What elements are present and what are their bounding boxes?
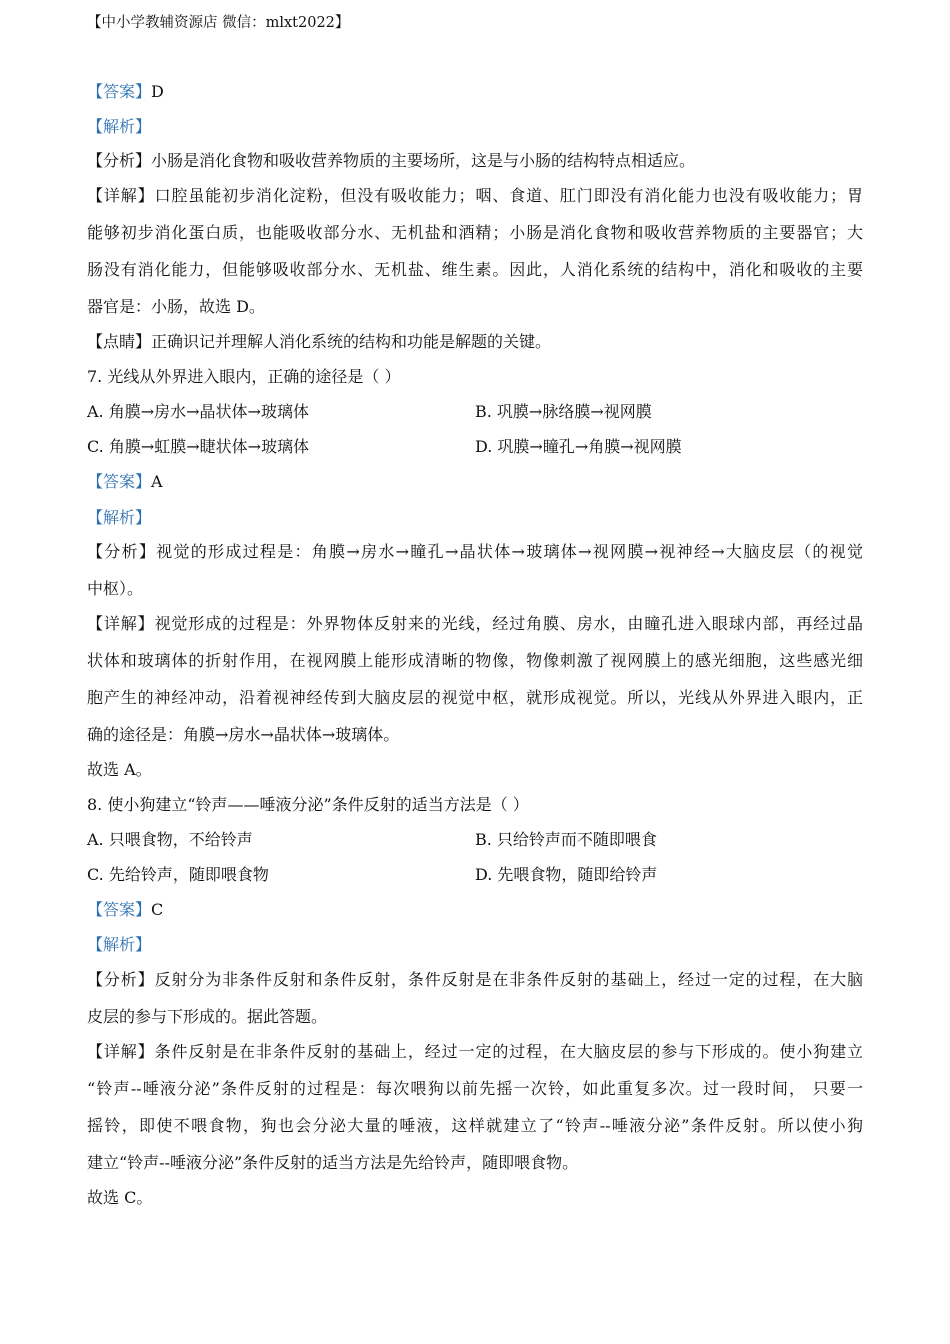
- q6-fenxi: [87, 151, 695, 171]
- q8-xiangjie-text-1: 条件反射是在非条件反射的基础上，经过一定的过程，在大脑皮层的参与下形成的。使小狗建立: [154, 1042, 863, 1061]
- q7-xiangjie-line-1: [87, 614, 863, 634]
- q7-option-a: A. 角膜→房水→晶状体→玻璃体: [87, 402, 309, 421]
- answer-tag: 【答案】: [87, 472, 152, 491]
- q8-xiangjie-line-1: [87, 1042, 863, 1062]
- xiangjie-tag: 【详解】: [87, 186, 155, 205]
- q8-xiangjie-line-4: 建立“铃声--唾液分泌”条件反射的适当方法是先给铃声，随即喂食物。: [87, 1153, 579, 1172]
- dianjing-tag: 【点睛】: [87, 332, 152, 351]
- fenxi-tag: 【分析】: [87, 542, 157, 561]
- q6-answer-value: D: [151, 82, 164, 101]
- q6-xiangjie-line-3: 肠没有消化能力，但能够吸收部分水、无机盐、维生素。因此，人消化系统的结构中，消化和吸收的主要: [87, 260, 863, 279]
- q8-xiangjie-line-3: 摇铃，即使不喂食物，狗也会分泌大量的唾液，这样就建立了“铃声--唾液分泌”条件反射。所以使小狗: [87, 1116, 863, 1135]
- q8-fenxi-line-2: 皮层的参与下形成的。据此答题。: [87, 1007, 328, 1026]
- q6-xiangjie-line-1: [87, 186, 863, 206]
- q6-xiangjie-text-1: 口腔虽能初步消化淀粉，但没有吸收能力；咽、食道、肛门即没有消化能力也没有吸收能力；胃: [154, 186, 863, 205]
- q7-analysis-tag: 【解析】: [87, 508, 152, 527]
- q7-fenxi-line-2: 中枢）。: [87, 579, 144, 598]
- xiangjie-tag: 【详解】: [87, 1042, 155, 1061]
- q6-xiangjie-line-2: 能够初步消化蛋白质，也能吸收部分水、无机盐和酒精；小肠是消化食物和吸收营养物质的主要器官；大: [87, 223, 863, 242]
- q6-analysis-tag: 【解析】: [87, 117, 152, 136]
- xiangjie-tag: 【详解】: [87, 614, 155, 633]
- q6-xiangjie-line-4: 器官是：小肠，故选 D。: [87, 297, 265, 316]
- q7-answer-value: A: [151, 472, 163, 491]
- q7-conclusion: 故选 A。: [87, 760, 152, 779]
- q7-option-b: B. 巩膜→脉络膜→视网膜: [475, 402, 652, 421]
- q8-stem: 8. 使小狗建立“铃声——唾液分泌”条件反射的适当方法是（ ）: [87, 795, 529, 814]
- q6-dianjing-text: 正确识记并理解人消化系统的结构和功能是解题的关键。: [151, 332, 552, 351]
- q7-fenxi-line-1: [87, 542, 863, 562]
- q7-stem: 7. 光线从外界进入眼内，正确的途径是（ ）: [87, 367, 401, 386]
- answer-tag: 【答案】: [87, 900, 152, 919]
- q8-fenxi-text-1: 反射分为非条件反射和条件反射，条件反射是在非条件反射的基础上，经过一定的过程，在大脑: [154, 970, 863, 989]
- q6-dianjing: [87, 332, 551, 352]
- q8-analysis-tag: 【解析】: [87, 935, 152, 954]
- fenxi-tag: 【分析】: [87, 151, 152, 170]
- q8-option-d: D. 先喂食物，随即给铃声: [475, 865, 658, 884]
- q7-xiangjie-line-3: 胞产生的神经冲动，沿着视神经传到大脑皮层的视觉中枢，就形成视觉。所以，光线从外界进入眼内，正: [87, 688, 863, 707]
- page-header: 【中小学教辅资源店 微信：mlxt2022】: [87, 15, 350, 31]
- q8-conclusion: 故选 C。: [87, 1188, 153, 1207]
- q7-answer-line: [87, 472, 163, 492]
- q7-option-c: C. 角膜→虹膜→睫状体→玻璃体: [87, 437, 310, 456]
- q7-xiangjie-line-2: 状体和玻璃体的折射作用，在视网膜上能形成清晰的物像，物像刺激了视网膜上的感光细胞，这些感光细: [87, 651, 863, 670]
- q8-option-a: A. 只喂食物，不给铃声: [87, 830, 253, 849]
- q6-fenxi-text: 小肠是消化食物和吸收营养物质的主要场所，这是与小肠的结构特点相适应。: [151, 151, 696, 170]
- q6-answer-line: [87, 82, 164, 102]
- q8-fenxi-line-1: [87, 970, 863, 990]
- q7-option-d: D. 巩膜→瞳孔→角膜→视网膜: [475, 437, 682, 456]
- answer-tag: 【答案】: [87, 82, 152, 101]
- fenxi-tag: 【分析】: [87, 970, 155, 989]
- q8-answer-line: [87, 900, 163, 920]
- q8-option-c: C. 先给铃声，随即喂食物: [87, 865, 269, 884]
- q8-option-b: B. 只给铃声而不随即喂食: [475, 830, 657, 849]
- q7-fenxi-text-1: 视觉的形成过程是：角膜→房水→瞳孔→晶状体→玻璃体→视网膜→视神经→大脑皮层（的视觉: [156, 542, 863, 561]
- q7-xiangjie-text-1: 视觉形成的过程是：外界物体反射来的光线，经过角膜、房水，由瞳孔进入眼球内部，再经过晶: [154, 614, 863, 633]
- q8-answer-value: C: [151, 900, 164, 919]
- q8-xiangjie-line-2: “铃声--唾液分泌”条件反射的过程是：每次喂狗以前先摇一次铃，如此重复多次。过一段时间， 只要一: [87, 1079, 863, 1098]
- q7-xiangjie-line-4: 确的途径是：角膜→房水→晶状体→玻璃体。: [87, 725, 400, 744]
